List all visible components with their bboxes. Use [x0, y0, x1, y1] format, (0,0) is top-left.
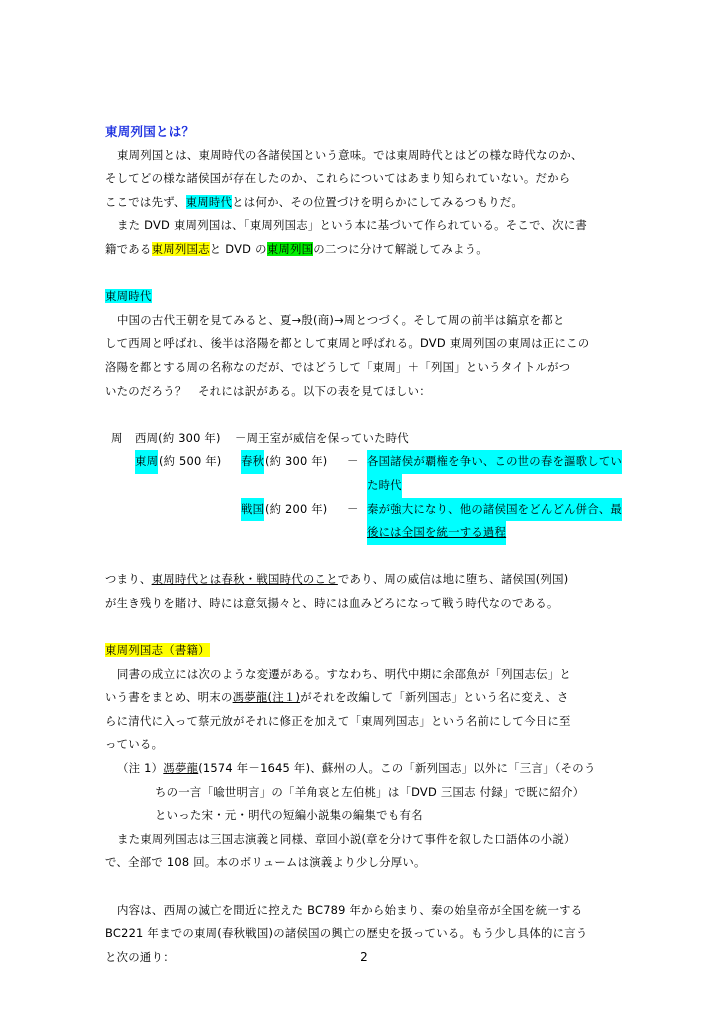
spacer [105, 875, 630, 899]
era-spring-autumn-years: (約 300 年) [265, 454, 328, 469]
era-warring-states-desc: 秦が強大になり、他の諸侯国をどんどん併合、最 [367, 498, 622, 522]
section-heading-line [105, 285, 630, 309]
text-segment: と DVD の [209, 241, 267, 256]
footnote-line: といった宋・元・明代の短編小説集の編集でも有名 [155, 808, 423, 823]
text-segment: つまり、 [105, 572, 152, 587]
text-segment: の二つに分けて解説してみよう。 [313, 241, 488, 256]
text-segment: 籍である [105, 241, 152, 256]
note-reference: (注１) [267, 690, 301, 705]
paragraph-line: 内容は、西周の滅亡を間近に控えた BC789 年から始まり、秦の始皇帝が全国を統一する [117, 902, 583, 917]
footnote-line [105, 757, 630, 781]
era-warring-states-years: (約 200 年) [265, 501, 328, 516]
paragraph-line: 中国の古代王朝を見てみると、夏→殷(商)→周とつづく。そして周の前半は鎬京を都と [117, 312, 565, 327]
era-spring-autumn-desc-cont: た時代 [367, 474, 402, 498]
paragraph-line: いたのだろう？ それには訳がある。以下の表を見てほしい： [105, 383, 431, 398]
highlight-toshu-rekkokushi: 東周列国志 [151, 241, 210, 256]
paragraph-line: っている。 [105, 737, 164, 752]
paragraph-line: らに清代に入って蔡元放がそれに修正を加えて「東周列国志」という名前にして今日に至 [105, 713, 571, 728]
section-title-toshu-rekkokushi: 東周列国志（書籍） [105, 643, 210, 658]
paragraph-line: が生き残りを賭け、時には意気揚々と、時には血みどろになって戦う時代なのである。 [105, 595, 559, 610]
page-number: 2 [360, 950, 368, 964]
paragraph-line: また東周列国志は三国志演義と同様、章回小説(章を分けて事件を叙した口語体の小説） [117, 831, 576, 846]
text-segment: いう書をまとめ、明末の [105, 690, 233, 705]
paragraph-line: そしてどの様な諸侯国が存在したのか、これらについてはあまり知られていない。だから [105, 171, 571, 186]
era-warring-states-desc-cont: 後には全国を統一する過程 [367, 521, 506, 545]
footnote-label: （注 1） [117, 761, 164, 776]
spacer [105, 545, 630, 569]
paragraph-line [105, 568, 630, 592]
underlined-conclusion: 東周時代とは春秋・戦国時代のこと [151, 572, 338, 587]
text-segment: がそれを改編して「新列国志」という名に変え、さ [300, 690, 569, 705]
era-zhou: 周 [111, 430, 123, 445]
paragraph-line: BC221 年までの東周(春秋戦国)の諸侯国の興亡の歴史を扱っている。もう少し具体的に言う [105, 926, 588, 941]
paragraph-line [105, 191, 630, 215]
era-table-row-warring-cont [105, 521, 630, 545]
paragraph-line: と次の通り： [105, 949, 175, 964]
era-dash: － [347, 454, 359, 469]
highlight-toshu-jidai: 東周時代 [185, 194, 233, 209]
footnote-line: ちの一言「喩世明言」の「羊角哀と左伯桃」は「DVD 三国志 付録」で既に紹介） [155, 784, 585, 799]
underlined-feng-menglong: 馮夢龍 [232, 690, 268, 705]
section-title-toshu-rekkoku: 東周列国とは？ [105, 124, 195, 139]
paragraph-line: で、全部で 108 回。本のボリュームは演義より少し分厚い。 [105, 855, 426, 870]
paragraph-line: また DVD 東周列国は、「東周列国志」という本に基づいて作られている。そこで、次に書 [117, 218, 588, 233]
era-warring-states: 戦国 [241, 498, 264, 522]
footnote-name: 馮夢龍 [163, 761, 199, 776]
era-dash: － [347, 501, 359, 516]
text-segment: であり、周の威信は地に堕ち、諸侯国(列国) [337, 572, 569, 587]
document-body [105, 120, 630, 969]
text-segment: とは何か、その位置づけを明らかにしてみるつもりだ。 [232, 194, 524, 209]
paragraph-line: 同書の成立には次のような変遷がある。すなわち、明代中期に余邵魚が「列国志伝」と [117, 666, 571, 681]
text-segment: (1574 年－1645 年)、蘇州の人。この「新列国志」以外に「三言」（そのう [198, 761, 596, 776]
highlight-toshu-rekkoku: 東周列国 [266, 241, 314, 256]
text-segment: ここでは先ず、 [105, 194, 186, 209]
spacer [105, 262, 630, 286]
era-table-row-spring [105, 450, 630, 474]
era-spring-autumn-desc: 各国諸侯が覇権を争い、この世の春を謳歌してい [367, 450, 622, 474]
era-spring-autumn: 春秋 [241, 450, 264, 474]
era-east-zhou: 東周 [135, 450, 158, 474]
spacer [105, 403, 630, 427]
era-table-row-west [105, 427, 630, 451]
paragraph-line: して西周と呼ばれ、後半は洛陽を都として東周と呼ばれる。DVD 東周列国の東周は正にこの [105, 336, 590, 351]
paragraph-line [105, 238, 630, 262]
paragraph-line [105, 686, 630, 710]
era-west-zhou: 西周(約 300 年) [135, 430, 221, 445]
section-title-toshu-jidai: 東周時代 [105, 289, 152, 304]
spacer [105, 615, 630, 639]
paragraph-line: 東周列国とは、東周時代の各諸侯国という意味。では東周時代とはどの様な時代なのか、 [117, 147, 583, 162]
era-table-row-spring-cont [105, 474, 630, 498]
section-heading-line [105, 639, 630, 663]
era-west-zhou-desc: －周王室が威信を保っていた時代 [235, 430, 409, 445]
paragraph-line: 洛陽を都とする周の名称なのだが、ではどうして「東周」＋「列国」というタイトルがつ [105, 359, 571, 374]
era-east-zhou-years: (約 500 年) [159, 454, 222, 469]
era-table-row-warring [105, 498, 630, 522]
